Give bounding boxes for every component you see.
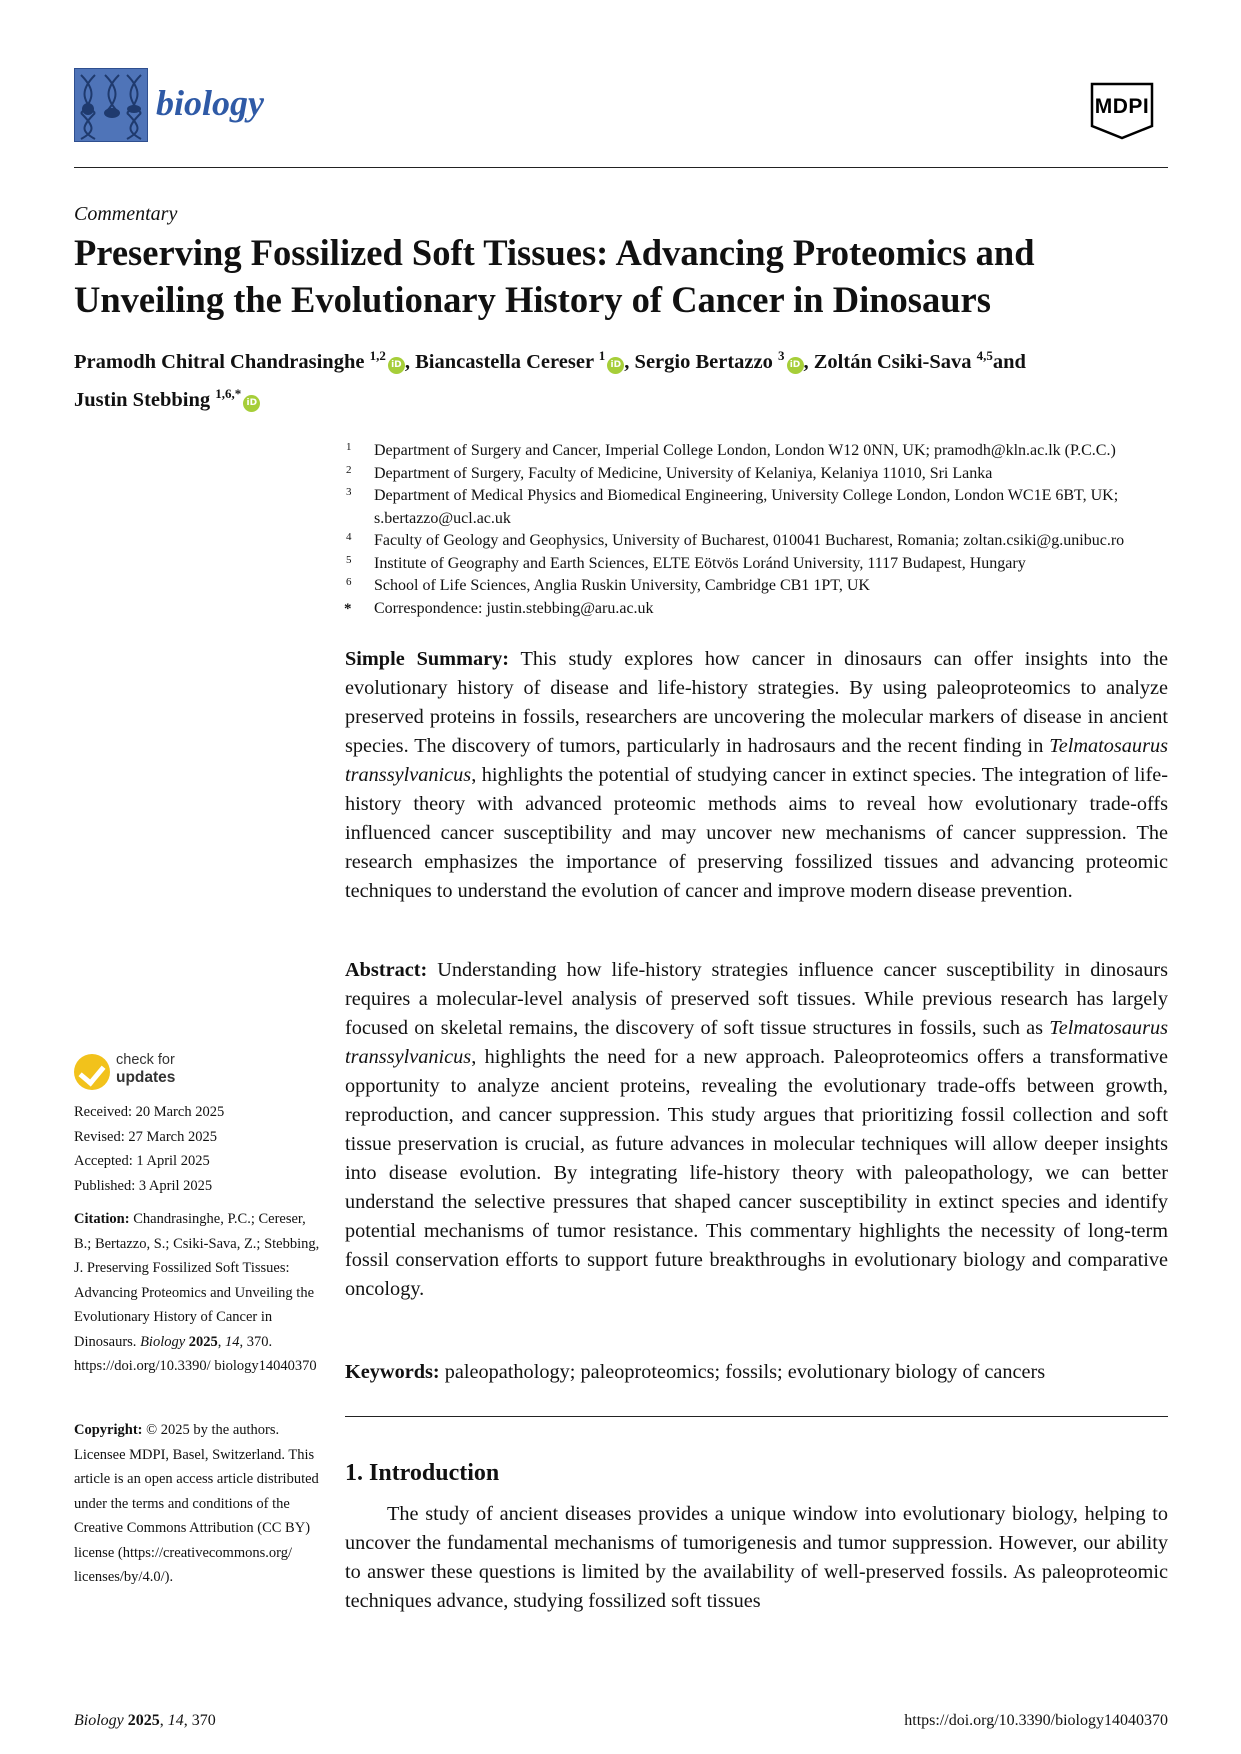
affiliation-number: 5 — [346, 553, 352, 566]
footer-page: , 370 — [183, 1712, 216, 1729]
journal-name: biology — [156, 83, 264, 123]
footer-doi-link[interactable]: https://doi.org/10.3390/biology14040370 — [904, 1712, 1168, 1729]
affiliation-item — [340, 553, 1170, 576]
simple-summary-text-cont: , highlights the potential of studying cancer in extinct species. The integration of life-history theory with advanced proteomic methods aims to reveal how evolutionary trade-offs influenced cancer susceptibility and may uncover new mechanisms of cancer suppression. The research emphasizes the importance of preserving fossilized tissues and advancing proteomic techniques to understand the evolution of cancer and improve modern disease prevention. — [345, 764, 1168, 902]
copyright-text: © 2025 by the authors. Licensee MDPI, Basel, Switzerland. This article is an open access article distributed under the terms and conditions of the Creative Commons Attribution (CC BY) license (https://creativecommons.org/ licenses/by/4.0/). — [74, 1422, 319, 1585]
citation-journal: Biology — [140, 1333, 186, 1350]
affiliation-text: Department of Surgery, Faculty of Medicine, University of Kelaniya, Kelaniya 11010, Sri Lanka — [374, 464, 993, 482]
author-name: Biancastella Cereser — [415, 350, 599, 373]
article-type: Commentary — [74, 203, 178, 225]
check-for-updates-icon[interactable] — [74, 1054, 110, 1090]
orcid-icon[interactable]: iD — [388, 357, 405, 374]
affiliation-number: * — [344, 600, 352, 617]
citation-label: Citation: — [74, 1211, 130, 1227]
date-item: Accepted: 1 April 2025 — [74, 1153, 210, 1169]
affiliation-number: 3 — [346, 486, 352, 498]
affiliation-item — [340, 598, 1170, 621]
citation-sep: , — [217, 1333, 226, 1350]
affiliation-item — [340, 485, 1170, 530]
abstract — [345, 956, 1168, 1304]
keywords — [345, 1358, 1168, 1387]
citation-doi[interactable]: , 370. https://doi.org/10.3390/ biology14040370 — [74, 1333, 317, 1374]
simple-summary — [345, 645, 1168, 906]
author-affiliation-marker: 3 — [778, 348, 785, 363]
affiliation-number: 1 — [346, 441, 352, 453]
section-heading: 1. Introduction — [345, 1460, 500, 1486]
author-affiliation-marker: 1,2 — [369, 348, 386, 363]
affiliation-number: 2 — [346, 463, 352, 476]
orcid-icon[interactable]: iD — [243, 395, 260, 412]
abstract-text: Understanding how life-history strategies influence cancer susceptibility in dinosaurs requires a molecular-level analysis of preserved soft tissues. While previous research has largely focused on skeletal remains, the discovery of soft tissue structures in fossils, such as — [345, 959, 1168, 1039]
author-name: Justin Stebbing — [74, 388, 216, 411]
publication-dates — [74, 1100, 224, 1198]
orcid-icon[interactable]: iD — [607, 357, 624, 374]
author-affiliation-marker: 1,6,* — [215, 385, 242, 401]
keywords-text: paleopathology; paleoproteomics; fossils; evolutionary biology of cancers — [439, 1361, 1046, 1383]
header-divider — [74, 167, 1168, 168]
author-name: Sergio Bertazzo — [634, 350, 778, 373]
updates-label: updates — [116, 1069, 176, 1086]
author-separator: , — [624, 350, 635, 373]
affiliation-text: Correspondence: justin.stebbing@aru.ac.uk — [374, 599, 654, 617]
author-affiliation-marker: 1 — [598, 348, 606, 363]
citation — [74, 1207, 321, 1379]
date-item: Published: 3 April 2025 — [74, 1177, 213, 1194]
copyright-label: Copyright: — [74, 1422, 143, 1438]
author-name: Zoltán Csiki-Sava — [813, 350, 977, 373]
affiliation-item — [340, 575, 1170, 598]
journal-logo — [74, 68, 148, 142]
affiliation-text: Institute of Geography and Earth Sciences, ELTE Eötvös Loránd University, 1117 Budapest, Hungary — [374, 554, 1026, 572]
footer-sep: , — [159, 1712, 168, 1729]
copyright — [74, 1418, 321, 1590]
footer-citation — [74, 1712, 216, 1730]
footer-journal: Biology — [74, 1712, 124, 1729]
affiliation-text: Department of Surgery and Cancer, Imperial College London, London W12 0NN, UK; pramodh@kln.ac.lk (P.C.C.) — [374, 442, 1116, 459]
footer-volume: 14 — [167, 1712, 184, 1729]
affiliation-text: School of Life Sciences, Anglia Ruskin University, Cambridge CB1 1PT, UK — [374, 577, 870, 594]
author-name: Pramodh Chitral Chandrasinghe — [74, 350, 370, 373]
species-name: Telmatosaurus transsylvanicus — [345, 1017, 1168, 1068]
author-separator: , — [803, 350, 814, 373]
affiliation-item — [340, 463, 1170, 486]
date-item: Revised: 27 March 2025 — [74, 1128, 217, 1145]
article-title: Preserving Fossilized Soft Tissues: Advancing Proteomics and Unveiling the Evolutionary History of Cancer in Dinosaurs — [74, 232, 1035, 320]
affiliation-text: Department of Medical Physics and Biomedical Engineering, University College London, London WC1E 6BT, UK; s.bertazzo@ucl.ac.uk — [374, 487, 1119, 527]
species-name: Telmatosaurus transsylvanicus — [345, 735, 1168, 786]
affiliations — [340, 440, 1170, 620]
dna-helix-icon — [75, 69, 147, 141]
citation-text: Chandrasinghe, P.C.; Cereser, B.; Bertazzo, S.; Csiki-Sava, Z.; Stebbing, J. Preserving Fossilized Soft Tissues: Advancing Proteomics and Unveiling the Evolutionary History of Cancer in Dinosaurs. — [74, 1211, 320, 1350]
citation-year: 2025 — [185, 1333, 218, 1350]
check-label: check for — [116, 1052, 175, 1068]
introduction-text: The study of ancient diseases provides a unique window into evolutionary biology, helping to uncover the fundamental mechanisms of tumorigenesis and tumor suppression. However, our ability to answer these questions is limited by the availability of well-preserved fossils. As paleoproteomic techniques advance, studying fossilized soft tissues — [345, 1503, 1168, 1612]
abstract-text-cont: , highlights the need for a new approach. Paleoproteomics offers a transformative opportunity to analyze ancient proteins, revealing the evolutionary trade-offs between growth, reproduction, and cancer suppression. This study argues that prioritizing fossil collection and soft tissue preservation is crucial, as future advances in molecular techniques will allow deeper insights into disease evolution. By integrating life-history theory with paleopathology, we can better understand the selective pressures that shaped cancer susceptibility in extinct species and identify potential mechanisms of tumor resistance. This commentary highlights the necessity of long-term fossil conservation efforts to support future breakthroughs in evolutionary biology and comparative oncology. — [345, 1046, 1168, 1300]
author-separator: , — [404, 350, 416, 373]
author-separator: and — [992, 350, 1026, 373]
publisher-name: MDPI — [1094, 95, 1150, 118]
author-affiliation-marker: 4,5 — [976, 348, 993, 363]
section-divider — [345, 1416, 1168, 1417]
check-for-updates-link[interactable] — [116, 1052, 175, 1086]
orcid-icon[interactable]: iD — [787, 357, 804, 374]
affiliation-item — [340, 440, 1170, 463]
affiliation-item — [340, 530, 1170, 553]
abstract-label: Abstract: — [345, 959, 428, 981]
citation-volume: 14 — [225, 1333, 240, 1350]
keywords-label: Keywords: — [345, 1361, 440, 1383]
simple-summary-label: Simple Summary: — [345, 648, 509, 670]
date-item: Received: 20 March 2025 — [74, 1104, 225, 1120]
simple-summary-text: This study explores how cancer in dinosaurs can offer insights into the evolutionary history of disease and life-history strategies. By using paleoproteomics to analyze preserved proteins in fossils, researchers are uncovering the molecular markers of disease in ancient species. The discovery of tumors, particularly in hadrosaurs and the recent finding in — [345, 648, 1168, 757]
author-list — [74, 340, 1174, 416]
affiliation-number: 6 — [346, 576, 352, 588]
affiliation-number: 4 — [346, 531, 352, 543]
affiliation-text: Faculty of Geology and Geophysics, University of Bucharest, 010041 Bucharest, Romania; zoltan.csiki@g.unibuc.ro — [374, 532, 1125, 549]
footer-year: 2025 — [123, 1712, 160, 1729]
